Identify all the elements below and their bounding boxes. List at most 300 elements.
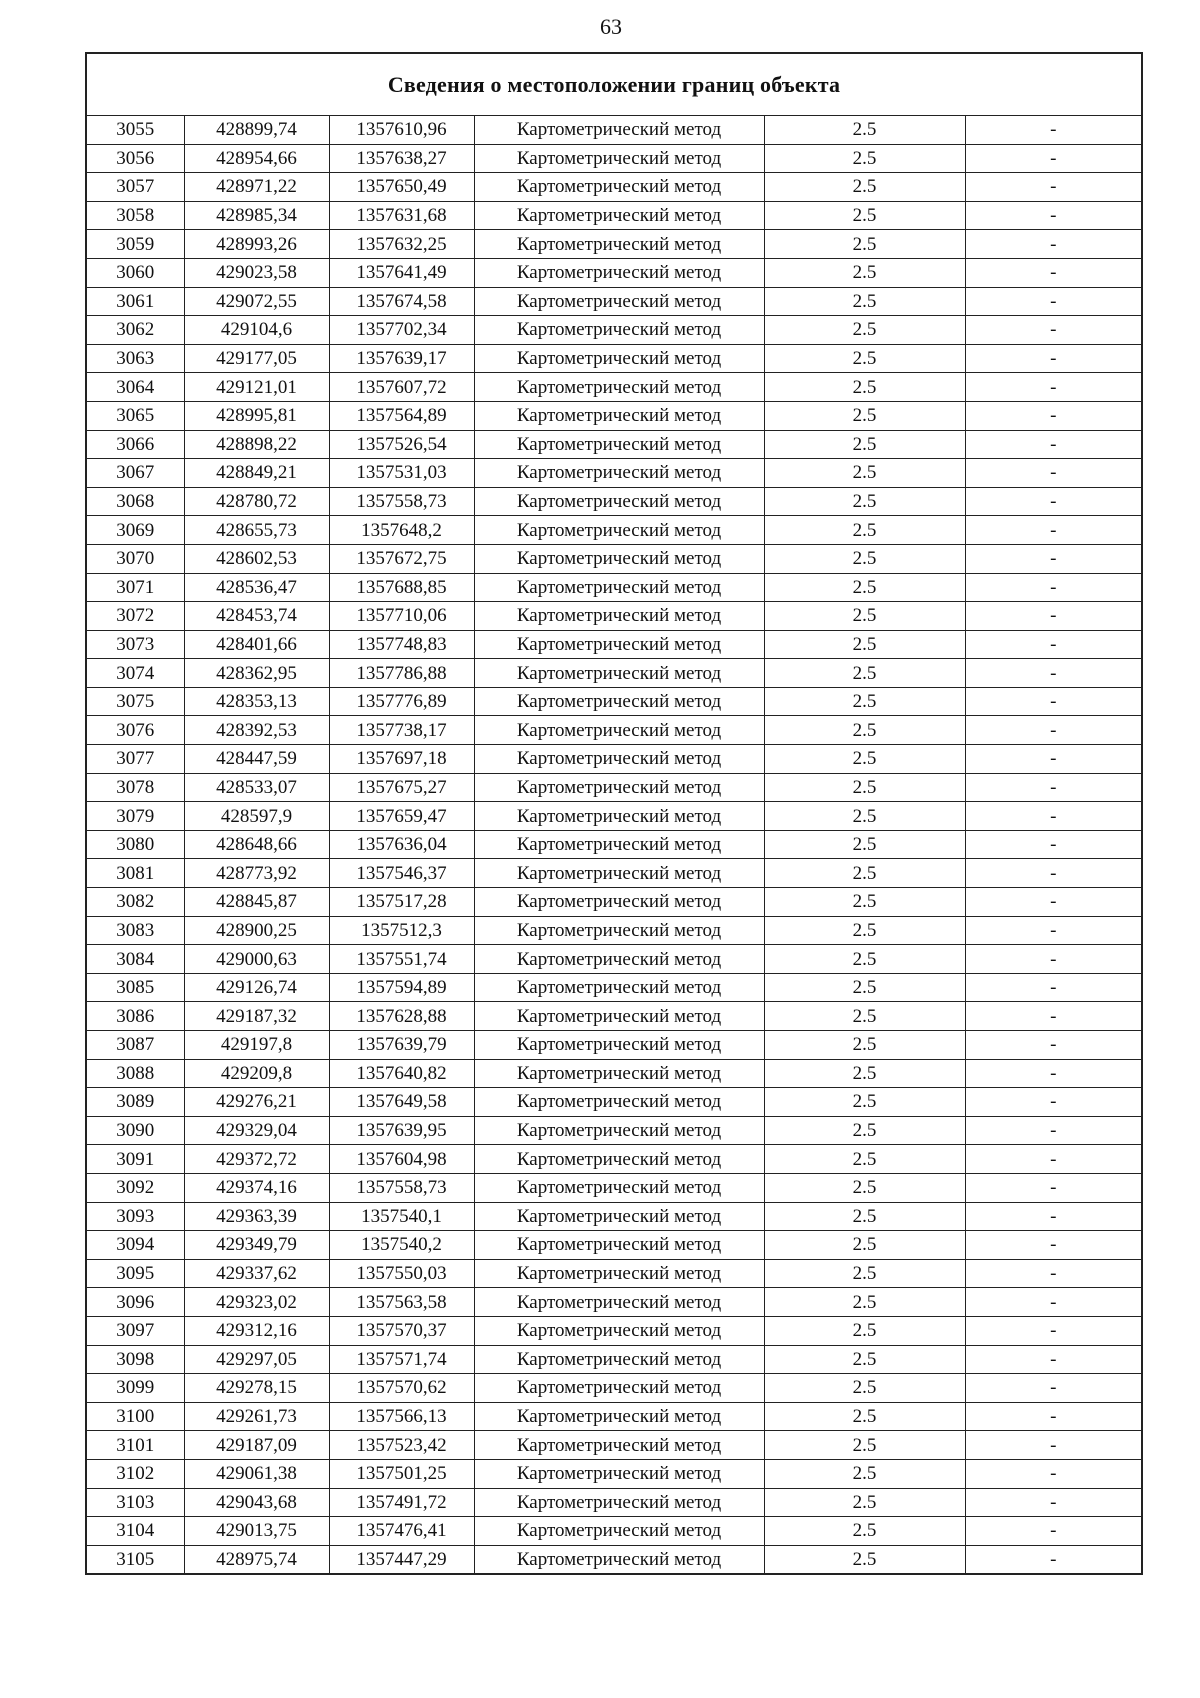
method-cell: Картометрический метод [474,802,764,831]
method-cell: Картометрический метод [474,1488,764,1517]
description-cell: - [965,1031,1142,1060]
point-number-cell: 3065 [86,401,184,430]
table-row [86,1059,1142,1088]
table-row [86,1374,1142,1403]
x-coordinate-cell: 428993,26 [184,230,329,259]
method-cell: Картометрический метод [474,230,764,259]
x-coordinate-cell: 428533,07 [184,773,329,802]
method-cell: Картометрический метод [474,1059,764,1088]
description-cell: - [965,287,1142,316]
point-number-cell: 3072 [86,602,184,631]
description-cell: - [965,602,1142,631]
method-cell: Картометрический метод [474,1145,764,1174]
point-number-cell: 3100 [86,1402,184,1431]
method-cell: Картометрический метод [474,1545,764,1574]
description-cell: - [965,1316,1142,1345]
table-row [86,1173,1142,1202]
accuracy-cell: 2.5 [764,1431,965,1460]
description-cell: - [965,1259,1142,1288]
point-number-cell: 3078 [86,773,184,802]
point-number-cell: 3061 [86,287,184,316]
description-cell: - [965,487,1142,516]
y-coordinate-cell: 1357550,03 [329,1259,474,1288]
y-coordinate-cell: 1357501,25 [329,1459,474,1488]
method-cell: Картометрический метод [474,173,764,202]
y-coordinate-cell: 1357551,74 [329,945,474,974]
method-cell: Картометрический метод [474,1431,764,1460]
method-cell: Картометрический метод [474,1345,764,1374]
description-cell: - [965,1231,1142,1260]
point-number-cell: 3090 [86,1116,184,1145]
x-coordinate-cell: 429363,39 [184,1202,329,1231]
y-coordinate-cell: 1357546,37 [329,859,474,888]
accuracy-cell: 2.5 [764,716,965,745]
y-coordinate-cell: 1357641,49 [329,258,474,287]
description-cell: - [965,830,1142,859]
method-cell: Картометрический метод [474,1374,764,1403]
accuracy-cell: 2.5 [764,1488,965,1517]
point-number-cell: 3069 [86,516,184,545]
x-coordinate-cell: 428773,92 [184,859,329,888]
description-cell: - [965,1088,1142,1117]
x-coordinate-cell: 429261,73 [184,1402,329,1431]
description-cell: - [965,401,1142,430]
method-cell: Картометрический метод [474,287,764,316]
x-coordinate-cell: 429297,05 [184,1345,329,1374]
description-cell: - [965,1173,1142,1202]
x-coordinate-cell: 429372,72 [184,1145,329,1174]
description-cell: - [965,230,1142,259]
page-number: 63 [600,14,622,39]
method-cell: Картометрический метод [474,1202,764,1231]
table-row [86,1259,1142,1288]
y-coordinate-cell: 1357512,3 [329,916,474,945]
table-row [86,544,1142,573]
accuracy-cell: 2.5 [764,487,965,516]
point-number-cell: 3071 [86,573,184,602]
accuracy-cell: 2.5 [764,687,965,716]
method-cell: Картометрический метод [474,144,764,173]
point-number-cell: 3079 [86,802,184,831]
table-row [86,859,1142,888]
y-coordinate-cell: 1357607,72 [329,373,474,402]
y-coordinate-cell: 1357649,58 [329,1088,474,1117]
x-coordinate-cell: 429187,32 [184,1002,329,1031]
x-coordinate-cell: 429312,16 [184,1316,329,1345]
point-number-cell: 3076 [86,716,184,745]
accuracy-cell: 2.5 [764,430,965,459]
y-coordinate-cell: 1357631,68 [329,201,474,230]
description-cell: - [965,716,1142,745]
method-cell: Картометрический метод [474,316,764,345]
x-coordinate-cell: 428971,22 [184,173,329,202]
method-cell: Картометрический метод [474,373,764,402]
x-coordinate-cell: 428453,74 [184,602,329,631]
description-cell: - [965,344,1142,373]
point-number-cell: 3088 [86,1059,184,1088]
description-cell: - [965,1374,1142,1403]
accuracy-cell: 2.5 [764,1145,965,1174]
accuracy-cell: 2.5 [764,1231,965,1260]
y-coordinate-cell: 1357640,82 [329,1059,474,1088]
description-cell: - [965,316,1142,345]
x-coordinate-cell: 428845,87 [184,888,329,917]
method-cell: Картометрический метод [474,401,764,430]
x-coordinate-cell: 429187,09 [184,1431,329,1460]
description-cell: - [965,459,1142,488]
x-coordinate-cell: 429013,75 [184,1517,329,1546]
table-row [86,401,1142,430]
y-coordinate-cell: 1357571,74 [329,1345,474,1374]
accuracy-cell: 2.5 [764,401,965,430]
x-coordinate-cell: 429121,01 [184,373,329,402]
y-coordinate-cell: 1357604,98 [329,1145,474,1174]
x-coordinate-cell: 428602,53 [184,544,329,573]
accuracy-cell: 2.5 [764,373,965,402]
method-cell: Картометрический метод [474,344,764,373]
x-coordinate-cell: 428899,74 [184,116,329,145]
description-cell: - [965,859,1142,888]
point-number-cell: 3087 [86,1031,184,1060]
boundary-coordinates-table [85,52,1143,1575]
x-coordinate-cell: 428898,22 [184,430,329,459]
x-coordinate-cell: 429104,6 [184,316,329,345]
description-cell: - [965,144,1142,173]
method-cell: Картометрический метод [474,573,764,602]
method-cell: Картометрический метод [474,916,764,945]
table-row [86,258,1142,287]
y-coordinate-cell: 1357517,28 [329,888,474,917]
y-coordinate-cell: 1357523,42 [329,1431,474,1460]
method-cell: Картометрический метод [474,830,764,859]
table-row [86,916,1142,945]
x-coordinate-cell: 428536,47 [184,573,329,602]
description-cell: - [965,1345,1142,1374]
table-row [86,1402,1142,1431]
accuracy-cell: 2.5 [764,201,965,230]
x-coordinate-cell: 428985,34 [184,201,329,230]
y-coordinate-cell: 1357675,27 [329,773,474,802]
y-coordinate-cell: 1357659,47 [329,802,474,831]
table-row [86,802,1142,831]
y-coordinate-cell: 1357639,17 [329,344,474,373]
table-row [86,316,1142,345]
point-number-cell: 3085 [86,973,184,1002]
description-cell: - [965,173,1142,202]
accuracy-cell: 2.5 [764,630,965,659]
description-cell: - [965,201,1142,230]
method-cell: Картометрический метод [474,430,764,459]
point-number-cell: 3093 [86,1202,184,1231]
method-cell: Картометрический метод [474,773,764,802]
x-coordinate-cell: 429278,15 [184,1374,329,1403]
accuracy-cell: 2.5 [764,916,965,945]
y-coordinate-cell: 1357563,58 [329,1288,474,1317]
accuracy-cell: 2.5 [764,1288,965,1317]
method-cell: Картометрический метод [474,716,764,745]
accuracy-cell: 2.5 [764,773,965,802]
point-number-cell: 3101 [86,1431,184,1460]
description-cell: - [965,802,1142,831]
table-row [86,487,1142,516]
point-number-cell: 3077 [86,745,184,774]
x-coordinate-cell: 429177,05 [184,344,329,373]
table-row [86,602,1142,631]
y-coordinate-cell: 1357632,25 [329,230,474,259]
x-coordinate-cell: 429000,63 [184,945,329,974]
point-number-cell: 3060 [86,258,184,287]
accuracy-cell: 2.5 [764,287,965,316]
accuracy-cell: 2.5 [764,144,965,173]
accuracy-cell: 2.5 [764,1402,965,1431]
point-number-cell: 3074 [86,659,184,688]
point-number-cell: 3081 [86,859,184,888]
point-number-cell: 3063 [86,344,184,373]
accuracy-cell: 2.5 [764,1374,965,1403]
accuracy-cell: 2.5 [764,830,965,859]
point-number-cell: 3055 [86,116,184,145]
method-cell: Картометрический метод [474,888,764,917]
method-cell: Картометрический метод [474,459,764,488]
point-number-cell: 3098 [86,1345,184,1374]
description-cell: - [965,1488,1142,1517]
table-row [86,659,1142,688]
y-coordinate-cell: 1357476,41 [329,1517,474,1546]
table-row [86,1145,1142,1174]
description-cell: - [965,1545,1142,1574]
y-coordinate-cell: 1357710,06 [329,602,474,631]
description-cell: - [965,916,1142,945]
y-coordinate-cell: 1357648,2 [329,516,474,545]
table-row [86,516,1142,545]
table-row [86,1088,1142,1117]
description-cell: - [965,516,1142,545]
x-coordinate-cell: 428975,74 [184,1545,329,1574]
method-cell: Картометрический метод [474,1316,764,1345]
description-cell: - [965,1517,1142,1546]
method-cell: Картометрический метод [474,945,764,974]
accuracy-cell: 2.5 [764,1088,965,1117]
accuracy-cell: 2.5 [764,1517,965,1546]
accuracy-cell: 2.5 [764,1459,965,1488]
method-cell: Картометрический метод [474,859,764,888]
method-cell: Картометрический метод [474,258,764,287]
x-coordinate-cell: 428401,66 [184,630,329,659]
y-coordinate-cell: 1357447,29 [329,1545,474,1574]
table-row [86,430,1142,459]
y-coordinate-cell: 1357748,83 [329,630,474,659]
table-row [86,1345,1142,1374]
accuracy-cell: 2.5 [764,1316,965,1345]
description-cell: - [965,687,1142,716]
x-coordinate-cell: 429043,68 [184,1488,329,1517]
table-row [86,1316,1142,1345]
x-coordinate-cell: 429072,55 [184,287,329,316]
accuracy-cell: 2.5 [764,230,965,259]
table-row [86,1488,1142,1517]
y-coordinate-cell: 1357672,75 [329,544,474,573]
x-coordinate-cell: 428655,73 [184,516,329,545]
point-number-cell: 3091 [86,1145,184,1174]
accuracy-cell: 2.5 [764,973,965,1002]
point-number-cell: 3056 [86,144,184,173]
method-cell: Картометрический метод [474,973,764,1002]
table-row [86,1517,1142,1546]
point-number-cell: 3073 [86,630,184,659]
table-row [86,888,1142,917]
method-cell: Картометрический метод [474,487,764,516]
accuracy-cell: 2.5 [764,1059,965,1088]
point-number-cell: 3082 [86,888,184,917]
accuracy-cell: 2.5 [764,316,965,345]
boundary-table-container [85,52,1141,1575]
point-number-cell: 3086 [86,1002,184,1031]
x-coordinate-cell: 429023,58 [184,258,329,287]
accuracy-cell: 2.5 [764,1116,965,1145]
point-number-cell: 3084 [86,945,184,974]
method-cell: Картометрический метод [474,745,764,774]
point-number-cell: 3058 [86,201,184,230]
accuracy-cell: 2.5 [764,1031,965,1060]
y-coordinate-cell: 1357786,88 [329,659,474,688]
y-coordinate-cell: 1357570,62 [329,1374,474,1403]
description-cell: - [965,1431,1142,1460]
method-cell: Картометрический метод [474,116,764,145]
method-cell: Картометрический метод [474,659,764,688]
accuracy-cell: 2.5 [764,659,965,688]
x-coordinate-cell: 429374,16 [184,1173,329,1202]
accuracy-cell: 2.5 [764,802,965,831]
point-number-cell: 3075 [86,687,184,716]
method-cell: Картометрический метод [474,1231,764,1260]
table-row [86,973,1142,1002]
table-body [86,116,1142,1575]
accuracy-cell: 2.5 [764,258,965,287]
accuracy-cell: 2.5 [764,544,965,573]
y-coordinate-cell: 1357558,73 [329,1173,474,1202]
description-cell: - [965,373,1142,402]
x-coordinate-cell: 429276,21 [184,1088,329,1117]
table-title-row [86,53,1142,116]
method-cell: Картометрический метод [474,1031,764,1060]
point-number-cell: 3064 [86,373,184,402]
method-cell: Картометрический метод [474,516,764,545]
description-cell: - [965,1002,1142,1031]
x-coordinate-cell: 429197,8 [184,1031,329,1060]
y-coordinate-cell: 1357674,58 [329,287,474,316]
method-cell: Картометрический метод [474,1116,764,1145]
accuracy-cell: 2.5 [764,459,965,488]
table-row [86,1545,1142,1574]
table-row [86,1116,1142,1145]
x-coordinate-cell: 428995,81 [184,401,329,430]
table-row [86,573,1142,602]
y-coordinate-cell: 1357702,34 [329,316,474,345]
description-cell: - [965,630,1142,659]
table-title: Сведения о местоположении границ объекта [86,53,1142,116]
table-row [86,1431,1142,1460]
point-number-cell: 3096 [86,1288,184,1317]
accuracy-cell: 2.5 [764,859,965,888]
point-number-cell: 3092 [86,1173,184,1202]
description-cell: - [965,1202,1142,1231]
description-cell: - [965,1116,1142,1145]
y-coordinate-cell: 1357540,2 [329,1231,474,1260]
point-number-cell: 3099 [86,1374,184,1403]
y-coordinate-cell: 1357594,89 [329,973,474,1002]
x-coordinate-cell: 429323,02 [184,1288,329,1317]
method-cell: Картометрический метод [474,1173,764,1202]
point-number-cell: 3083 [86,916,184,945]
accuracy-cell: 2.5 [764,1345,965,1374]
y-coordinate-cell: 1357776,89 [329,687,474,716]
table-row [86,173,1142,202]
point-number-cell: 3094 [86,1231,184,1260]
x-coordinate-cell: 428900,25 [184,916,329,945]
x-coordinate-cell: 428353,13 [184,687,329,716]
x-coordinate-cell: 428447,59 [184,745,329,774]
method-cell: Картометрический метод [474,1402,764,1431]
description-cell: - [965,973,1142,1002]
description-cell: - [965,1402,1142,1431]
table-row [86,945,1142,974]
table-row [86,1231,1142,1260]
point-number-cell: 3067 [86,459,184,488]
accuracy-cell: 2.5 [764,1545,965,1574]
description-cell: - [965,945,1142,974]
method-cell: Картометрический метод [474,1259,764,1288]
y-coordinate-cell: 1357738,17 [329,716,474,745]
table-row [86,716,1142,745]
description-cell: - [965,544,1142,573]
method-cell: Картометрический метод [474,1002,764,1031]
description-cell: - [965,1059,1142,1088]
table-row [86,830,1142,859]
accuracy-cell: 2.5 [764,344,965,373]
table-row [86,773,1142,802]
method-cell: Картометрический метод [474,1088,764,1117]
y-coordinate-cell: 1357564,89 [329,401,474,430]
description-cell: - [965,430,1142,459]
table-row [86,287,1142,316]
y-coordinate-cell: 1357531,03 [329,459,474,488]
method-cell: Картометрический метод [474,1288,764,1317]
point-number-cell: 3062 [86,316,184,345]
accuracy-cell: 2.5 [764,1173,965,1202]
point-number-cell: 3102 [86,1459,184,1488]
y-coordinate-cell: 1357491,72 [329,1488,474,1517]
table-row [86,1002,1142,1031]
point-number-cell: 3103 [86,1488,184,1517]
accuracy-cell: 2.5 [764,573,965,602]
table-row [86,344,1142,373]
y-coordinate-cell: 1357638,27 [329,144,474,173]
point-number-cell: 3080 [86,830,184,859]
point-number-cell: 3105 [86,1545,184,1574]
description-cell: - [965,1459,1142,1488]
x-coordinate-cell: 429209,8 [184,1059,329,1088]
y-coordinate-cell: 1357639,79 [329,1031,474,1060]
y-coordinate-cell: 1357526,54 [329,430,474,459]
method-cell: Картометрический метод [474,1459,764,1488]
y-coordinate-cell: 1357628,88 [329,1002,474,1031]
x-coordinate-cell: 428392,53 [184,716,329,745]
y-coordinate-cell: 1357650,49 [329,173,474,202]
description-cell: - [965,258,1142,287]
x-coordinate-cell: 429337,62 [184,1259,329,1288]
accuracy-cell: 2.5 [764,602,965,631]
table-row [86,1459,1142,1488]
